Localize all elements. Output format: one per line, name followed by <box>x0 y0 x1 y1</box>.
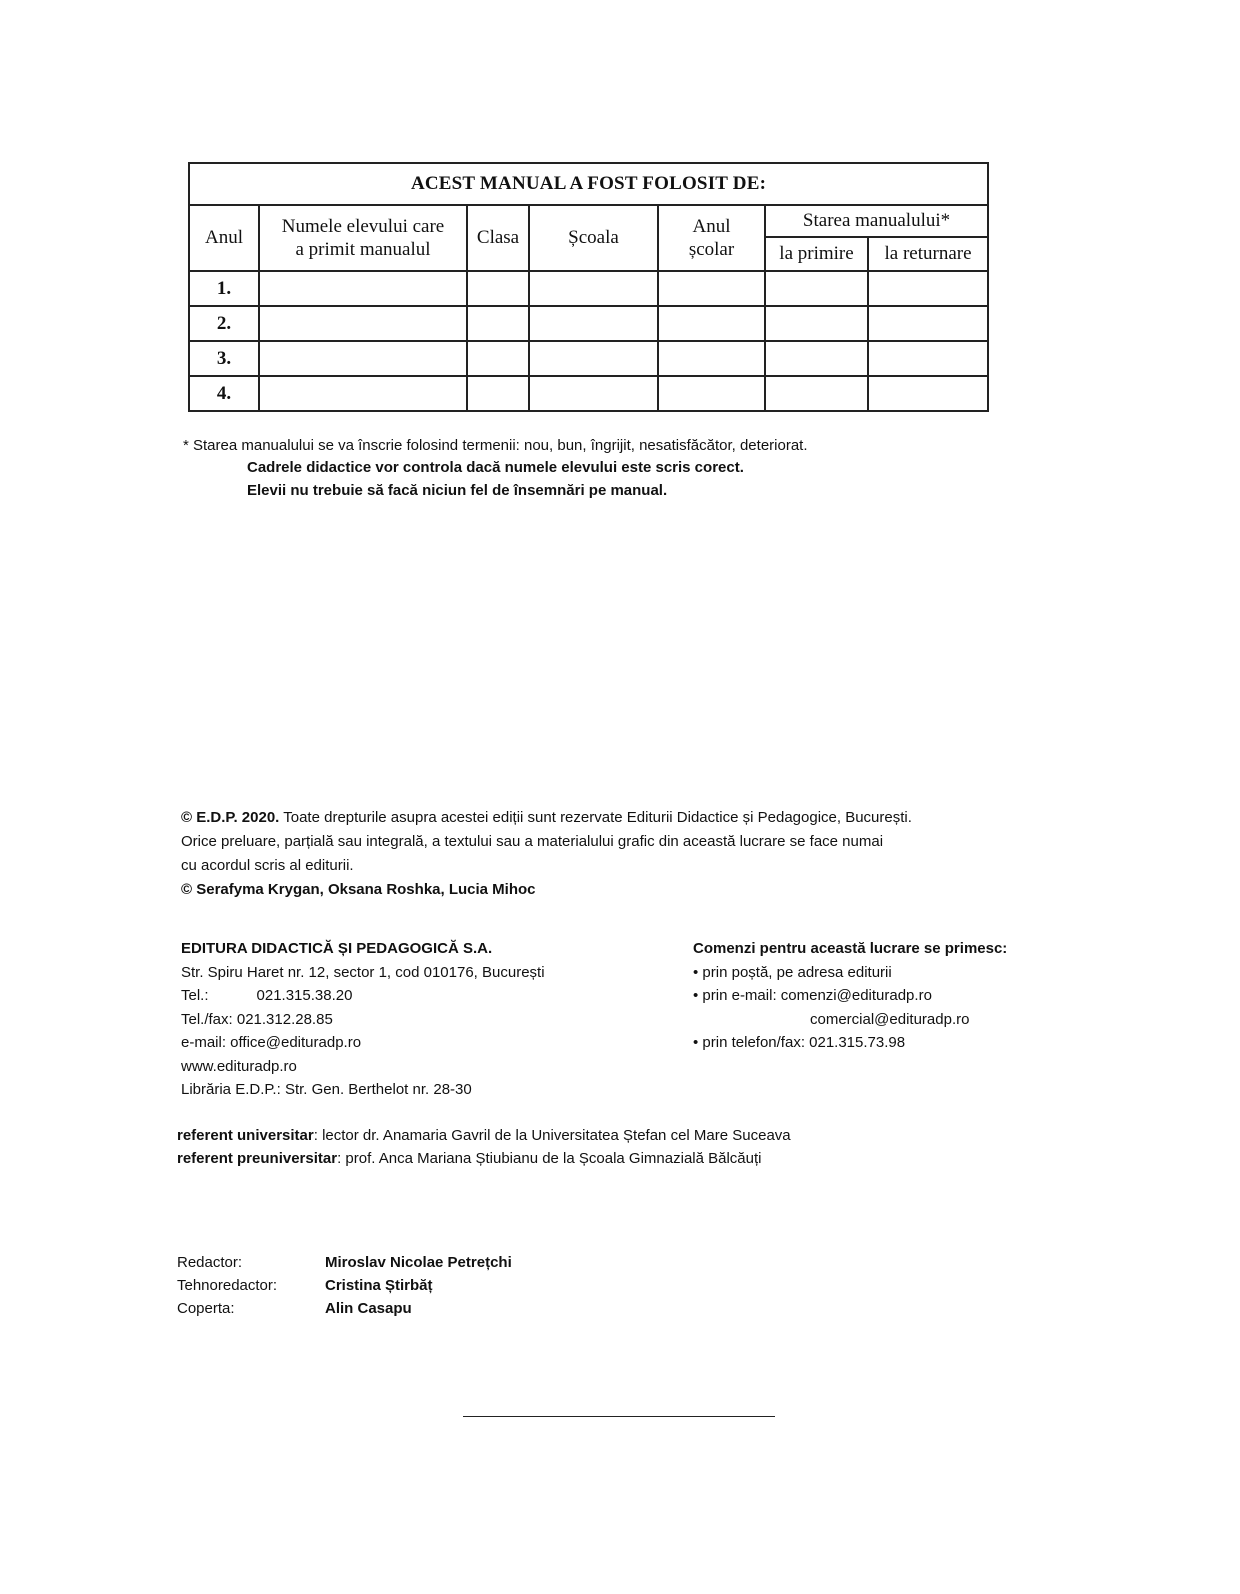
cell-la-returnare[interactable] <box>868 341 988 376</box>
referents-block <box>177 1124 791 1170</box>
header-starea: Starea manualului* <box>765 205 988 237</box>
copyright-line3: cu acordul scris al editurii. <box>181 857 354 874</box>
publisher-block <box>181 937 545 1102</box>
orders-email2[interactable]: comercial@edituradp.ro <box>810 1010 970 1028</box>
credit-label: Tehnoredactor: <box>177 1277 278 1294</box>
header-anul: Anul <box>189 205 259 271</box>
header-la-primire: la primire <box>765 237 868 271</box>
copyright-edp: © E.D.P. 2020. <box>181 809 280 826</box>
row-number: 1. <box>189 271 259 306</box>
cell-anul-scolar[interactable] <box>658 306 765 341</box>
row-number: 4. <box>189 376 259 411</box>
cell-la-returnare[interactable] <box>868 376 988 411</box>
publisher-telfax: Tel./fax: 021.312.28.85 <box>181 1010 333 1028</box>
cell-anul-scolar[interactable] <box>658 376 765 411</box>
table-row <box>189 341 988 376</box>
header-numele-line2: a primit manualul <box>295 239 431 260</box>
row-number: 3. <box>189 341 259 376</box>
publisher-email[interactable]: e-mail: office@edituradp.ro <box>181 1034 362 1051</box>
publisher-bookstore: Librăria E.D.P.: Str. Gen. Berthelot nr. 28-30 <box>181 1081 472 1098</box>
referent-preuniversity-label: referent preuniversitar <box>177 1150 338 1167</box>
referent-university-label: referent universitar <box>177 1127 314 1144</box>
cell-la-primire[interactable] <box>765 306 868 341</box>
credit-row <box>177 1274 512 1297</box>
cell-anul-scolar[interactable] <box>658 271 765 306</box>
cell-scoala[interactable] <box>529 341 658 376</box>
publisher-website[interactable]: www.edituradp.ro <box>181 1057 297 1075</box>
copyright-authors: © Serafyma Krygan, Oksana Roshka, Lucia Mihoc <box>181 881 536 898</box>
cell-clasa[interactable] <box>467 271 529 306</box>
cell-numele[interactable] <box>259 306 467 341</box>
table-title: ACEST MANUAL A FOST FOLOSIT DE: <box>189 163 988 205</box>
credit-name: Alin Casapu <box>325 1300 412 1317</box>
note-students: Elevii nu trebuie să facă niciun fel de însemnări pe manual. <box>247 482 668 499</box>
header-clasa: Clasa <box>467 205 529 271</box>
header-anul-scolar-line1: Anul <box>692 216 731 237</box>
credit-label: Coperta: <box>177 1300 235 1317</box>
cell-la-returnare[interactable] <box>868 271 988 306</box>
cell-numele[interactable] <box>259 341 467 376</box>
referent-university-text: : lector dr. Anamaria Gavril de la Universitatea Ștefan cel Mare Suceava <box>313 1127 791 1144</box>
publisher-tel <box>181 984 545 1008</box>
cell-la-primire[interactable] <box>765 271 868 306</box>
referent-preuniversity <box>177 1147 791 1170</box>
row-number: 2. <box>189 306 259 341</box>
publisher-name: EDITURA DIDACTICĂ ȘI PEDAGOGICĂ S.A. <box>181 940 493 957</box>
credit-name: Cristina Știrbăț <box>325 1277 433 1294</box>
credit-row <box>177 1297 512 1320</box>
copyright-line2: Orice preluare, parțială sau integrală, a textului sau a materialului grafic din această lucrare se face numai <box>181 833 884 850</box>
orders-post: • prin poștă, pe adresa editurii <box>693 963 892 981</box>
footer-divider <box>463 1416 775 1417</box>
table-row <box>189 376 988 411</box>
note-condition-terms: * Starea manualului se va înscrie folosind termenii: nou, bun, îngrijit, nesatisfăcător, deteriorat. <box>183 437 808 454</box>
cell-scoala[interactable] <box>529 306 658 341</box>
cell-anul-scolar[interactable] <box>658 341 765 376</box>
note-teachers: Cadrele didactice vor controla dacă numele elevului este scris corect. <box>247 459 744 476</box>
header-anul-scolar-line2: școlar <box>688 239 735 260</box>
cell-clasa[interactable] <box>467 376 529 411</box>
cell-la-primire[interactable] <box>765 376 868 411</box>
cell-numele[interactable] <box>259 376 467 411</box>
cell-la-returnare[interactable] <box>868 306 988 341</box>
usage-table <box>188 162 989 412</box>
table-row <box>189 306 988 341</box>
header-numele <box>259 205 467 271</box>
publisher-address: Str. Spiru Haret nr. 12, sector 1, cod 010176, București <box>181 963 545 981</box>
orders-block <box>693 937 1007 1055</box>
copyright-rights: Toate drepturile asupra acestei ediții sunt rezervate Editurii Didactice și Pedagogice, București. <box>279 809 912 826</box>
orders-email[interactable]: • prin e-mail: comenzi@edituradp.ro <box>693 987 932 1004</box>
credits-block <box>177 1251 512 1320</box>
cell-clasa[interactable] <box>467 341 529 376</box>
table-row <box>189 271 988 306</box>
credit-name: Miroslav Nicolae Petrețchi <box>325 1254 512 1271</box>
cell-la-primire[interactable] <box>765 341 868 376</box>
cell-scoala[interactable] <box>529 271 658 306</box>
credit-row <box>177 1251 512 1274</box>
cell-scoala[interactable] <box>529 376 658 411</box>
header-scoala: Școala <box>529 205 658 271</box>
orders-phone: • prin telefon/fax: 021.315.73.98 <box>693 1034 906 1051</box>
publisher-tel-label: Tel.: <box>181 987 209 1004</box>
cell-numele[interactable] <box>259 271 467 306</box>
orders-heading: Comenzi pentru această lucrare se primesc: <box>693 940 1008 957</box>
copyright-line1 <box>181 806 912 830</box>
header-la-returnare: la returnare <box>868 237 988 271</box>
referent-preuniversity-text: : prof. Anca Mariana Știubianu de la Școala Gimnazială Bălcăuți <box>337 1150 762 1167</box>
publisher-tel-value: 021.315.38.20 <box>256 987 353 1004</box>
referent-university <box>177 1124 791 1147</box>
credit-label: Redactor: <box>177 1254 243 1271</box>
copyright-block <box>181 806 912 902</box>
header-anul-scolar <box>658 205 765 271</box>
cell-clasa[interactable] <box>467 306 529 341</box>
header-numele-line1: Numele elevului care <box>281 216 445 237</box>
